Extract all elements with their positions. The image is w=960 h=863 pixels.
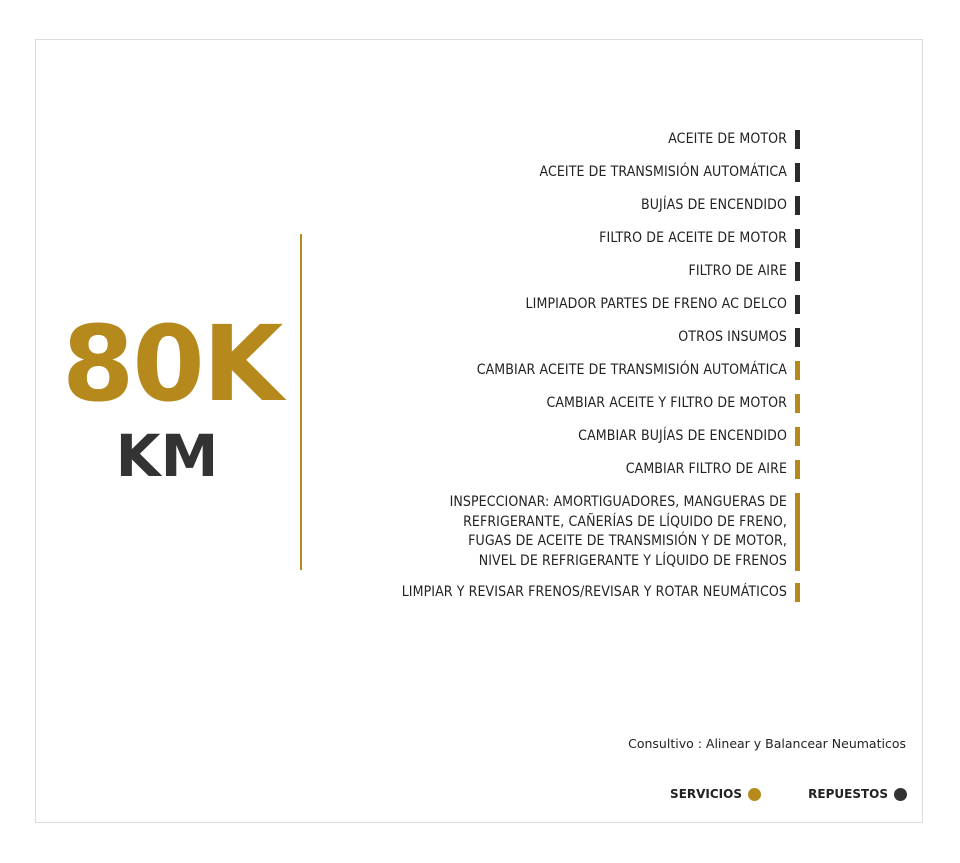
item-label: FILTRO DE ACEITE DE MOTOR [599,230,787,246]
list-item-part [340,130,800,149]
legend-parts [808,787,907,801]
list-item-service [340,394,800,413]
list-item-part [340,328,800,347]
list-item-part [340,229,800,248]
item-label: LIMPIAR Y REVISAR FRENOS/REVISAR Y ROTAR NEUMÁTICOS [401,584,787,600]
list-item-service [340,427,800,446]
service-marker [795,361,800,380]
item-line: FUGAS DE ACEITE DE TRANSMISIÓN Y DE MOTOR, [468,533,787,549]
service-marker [795,493,800,571]
service-marker [795,394,800,413]
list-item-service [340,460,800,479]
list-item-part [340,163,800,182]
item-label: LIMPIADOR PARTES DE FRENO AC DELCO [525,296,787,312]
advisory-note: Consultivo : Alinear y Balancear Neumaticos [628,736,906,751]
parts-marker [795,328,800,347]
item-label: ACEITE DE TRANSMISIÓN AUTOMÁTICA [539,164,787,180]
legend-services-label: SERVICIOS [670,787,742,801]
list-item-service-inspection [340,493,800,571]
list-item-service [340,361,800,380]
parts-marker [795,163,800,182]
item-label-multiline [450,493,795,571]
parts-marker [795,295,800,314]
list-item-part [340,196,800,215]
service-marker [795,583,800,602]
item-label: OTROS INSUMOS [678,329,787,345]
item-line: NIVEL DE REFRIGERANTE Y LÍQUIDO DE FRENOS [478,552,787,569]
item-label: BUJÍAS DE ENCENDIDO [640,197,787,213]
service-marker [795,460,800,479]
parts-marker [795,229,800,248]
item-label: CAMBIAR ACEITE DE TRANSMISIÓN AUTOMÁTICA [476,362,787,378]
item-line: INSPECCIONAR: AMORTIGUADORES, MANGUERAS DE [449,494,787,510]
item-line: REFRIGERANTE, CAÑERÍAS DE LÍQUIDO DE FRENO, [463,513,787,530]
legend-services [670,787,761,801]
parts-dot-icon [894,788,907,801]
item-label: FILTRO DE AIRE [688,263,787,279]
list-item-service [340,583,800,602]
parts-marker [795,262,800,281]
mileage-unit: KM [115,422,219,490]
parts-marker [795,196,800,215]
item-label: CAMBIAR FILTRO DE AIRE [625,461,787,477]
item-label: CAMBIAR ACEITE Y FILTRO DE MOTOR [546,395,787,411]
mileage-value: 80K [62,303,282,425]
service-marker [795,427,800,446]
parts-marker [795,130,800,149]
legend-parts-label: REPUESTOS [808,787,888,801]
item-label: ACEITE DE MOTOR [668,131,787,147]
maintenance-list [340,130,800,616]
list-item-part [340,262,800,281]
services-dot-icon [748,788,761,801]
list-item-part [340,295,800,314]
item-label: CAMBIAR BUJÍAS DE ENCENDIDO [578,428,787,444]
divider-line [300,234,302,570]
